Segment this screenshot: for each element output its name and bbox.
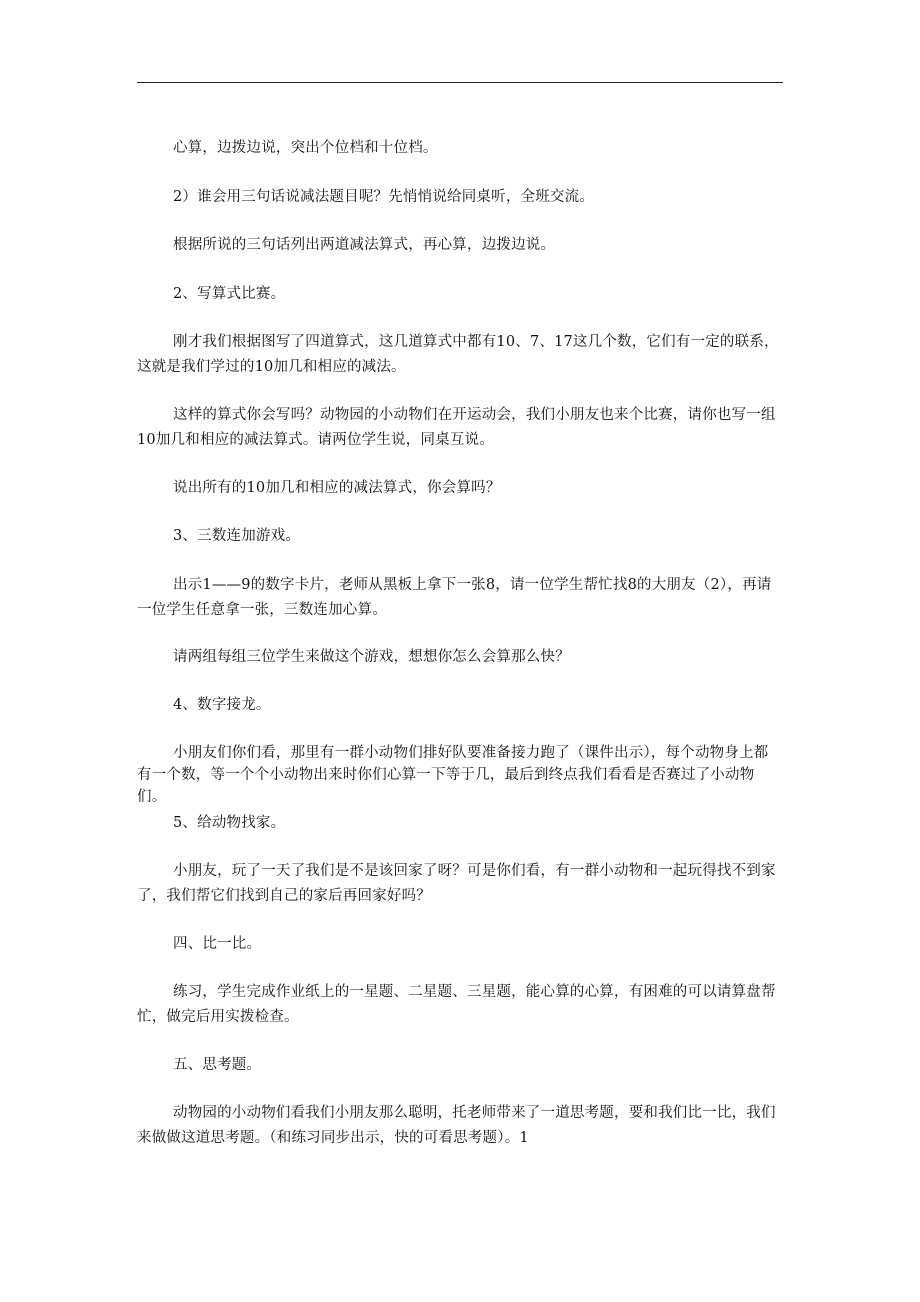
paragraph-2: 2）谁会用三句话说减法题目呢？先悄悄说给同桌听，全班交流。	[173, 189, 595, 205]
paragraph-1: 心算，边拨边说，突出个位档和十位档。	[173, 140, 438, 156]
paragraph-15: 四、比一比。	[173, 936, 262, 952]
paragraph-10: 请两组每组三位学生来做这个游戏，想想你怎么会算那么快？	[173, 649, 570, 665]
paragraph-16: 练习，学生完成作业纸上的一星题、二星题、三星题，能心算的心算，有困难的可以请算盘帮忙，做完后用实拨检查。	[137, 984, 776, 1025]
paragraph-14: 小朋友，玩了一天了我们是不是该回家了呀？可是你们看，有一群小动物和一起玩得找不到家了，我们帮它们找到自己的家后再回家好吗？	[137, 863, 776, 904]
paragraph-18: 动物园的小动物们看我们小朋友那么聪明，托老师带来了一道思考题，要和我们比一比，我们来做做这道思考题。（和练习同步出示，快的可看思考题）。1	[137, 1105, 776, 1146]
paragraph-13: 5、给动物找家。	[173, 815, 286, 831]
header-rule	[137, 82, 783, 83]
paragraph-8: 3、三数连加游戏。	[173, 528, 301, 544]
paragraph-7: 说出所有的10加几和相应的减法算式，你会算吗？	[173, 480, 501, 496]
paragraph-4: 2、写算式比赛。	[173, 286, 286, 302]
paragraph-3: 根据所说的三句话列出两道减法算式，再心算，边拨边说。	[173, 237, 556, 253]
paragraph-9: 出示1——9的数字卡片，老师从黑板上拿下一张8，请一位学生帮忙找8的大朋友（2），再请一位学生任意拿一张，三数连加心算。	[137, 577, 772, 618]
paragraph-17: 五、思考题。	[173, 1057, 262, 1073]
paragraph-6: 这样的算式你会写吗？动物园的小动物们在开运动会，我们小朋友也来个比赛，请你也写一组10加几和相应的减法算式。请两位学生说，同桌互说。	[137, 407, 776, 448]
paragraph-5: 刚才我们根据图写了四道算式，这几道算式中都有10、7、17这几个数，它们有一定的联系，这就是我们学过的10加几和相应的减法。	[137, 334, 779, 375]
paragraph-12: 小朋友们你们看，那里有一群小动物们排好队要准备接力跑了（课件出示），每个动物身上都有一个数，等一个个小动物出来时你们心算一下等于几，最后到终点我们看看是否赛过了小动物们。	[137, 745, 769, 805]
paragraph-11: 4、数字接龙。	[173, 697, 271, 713]
